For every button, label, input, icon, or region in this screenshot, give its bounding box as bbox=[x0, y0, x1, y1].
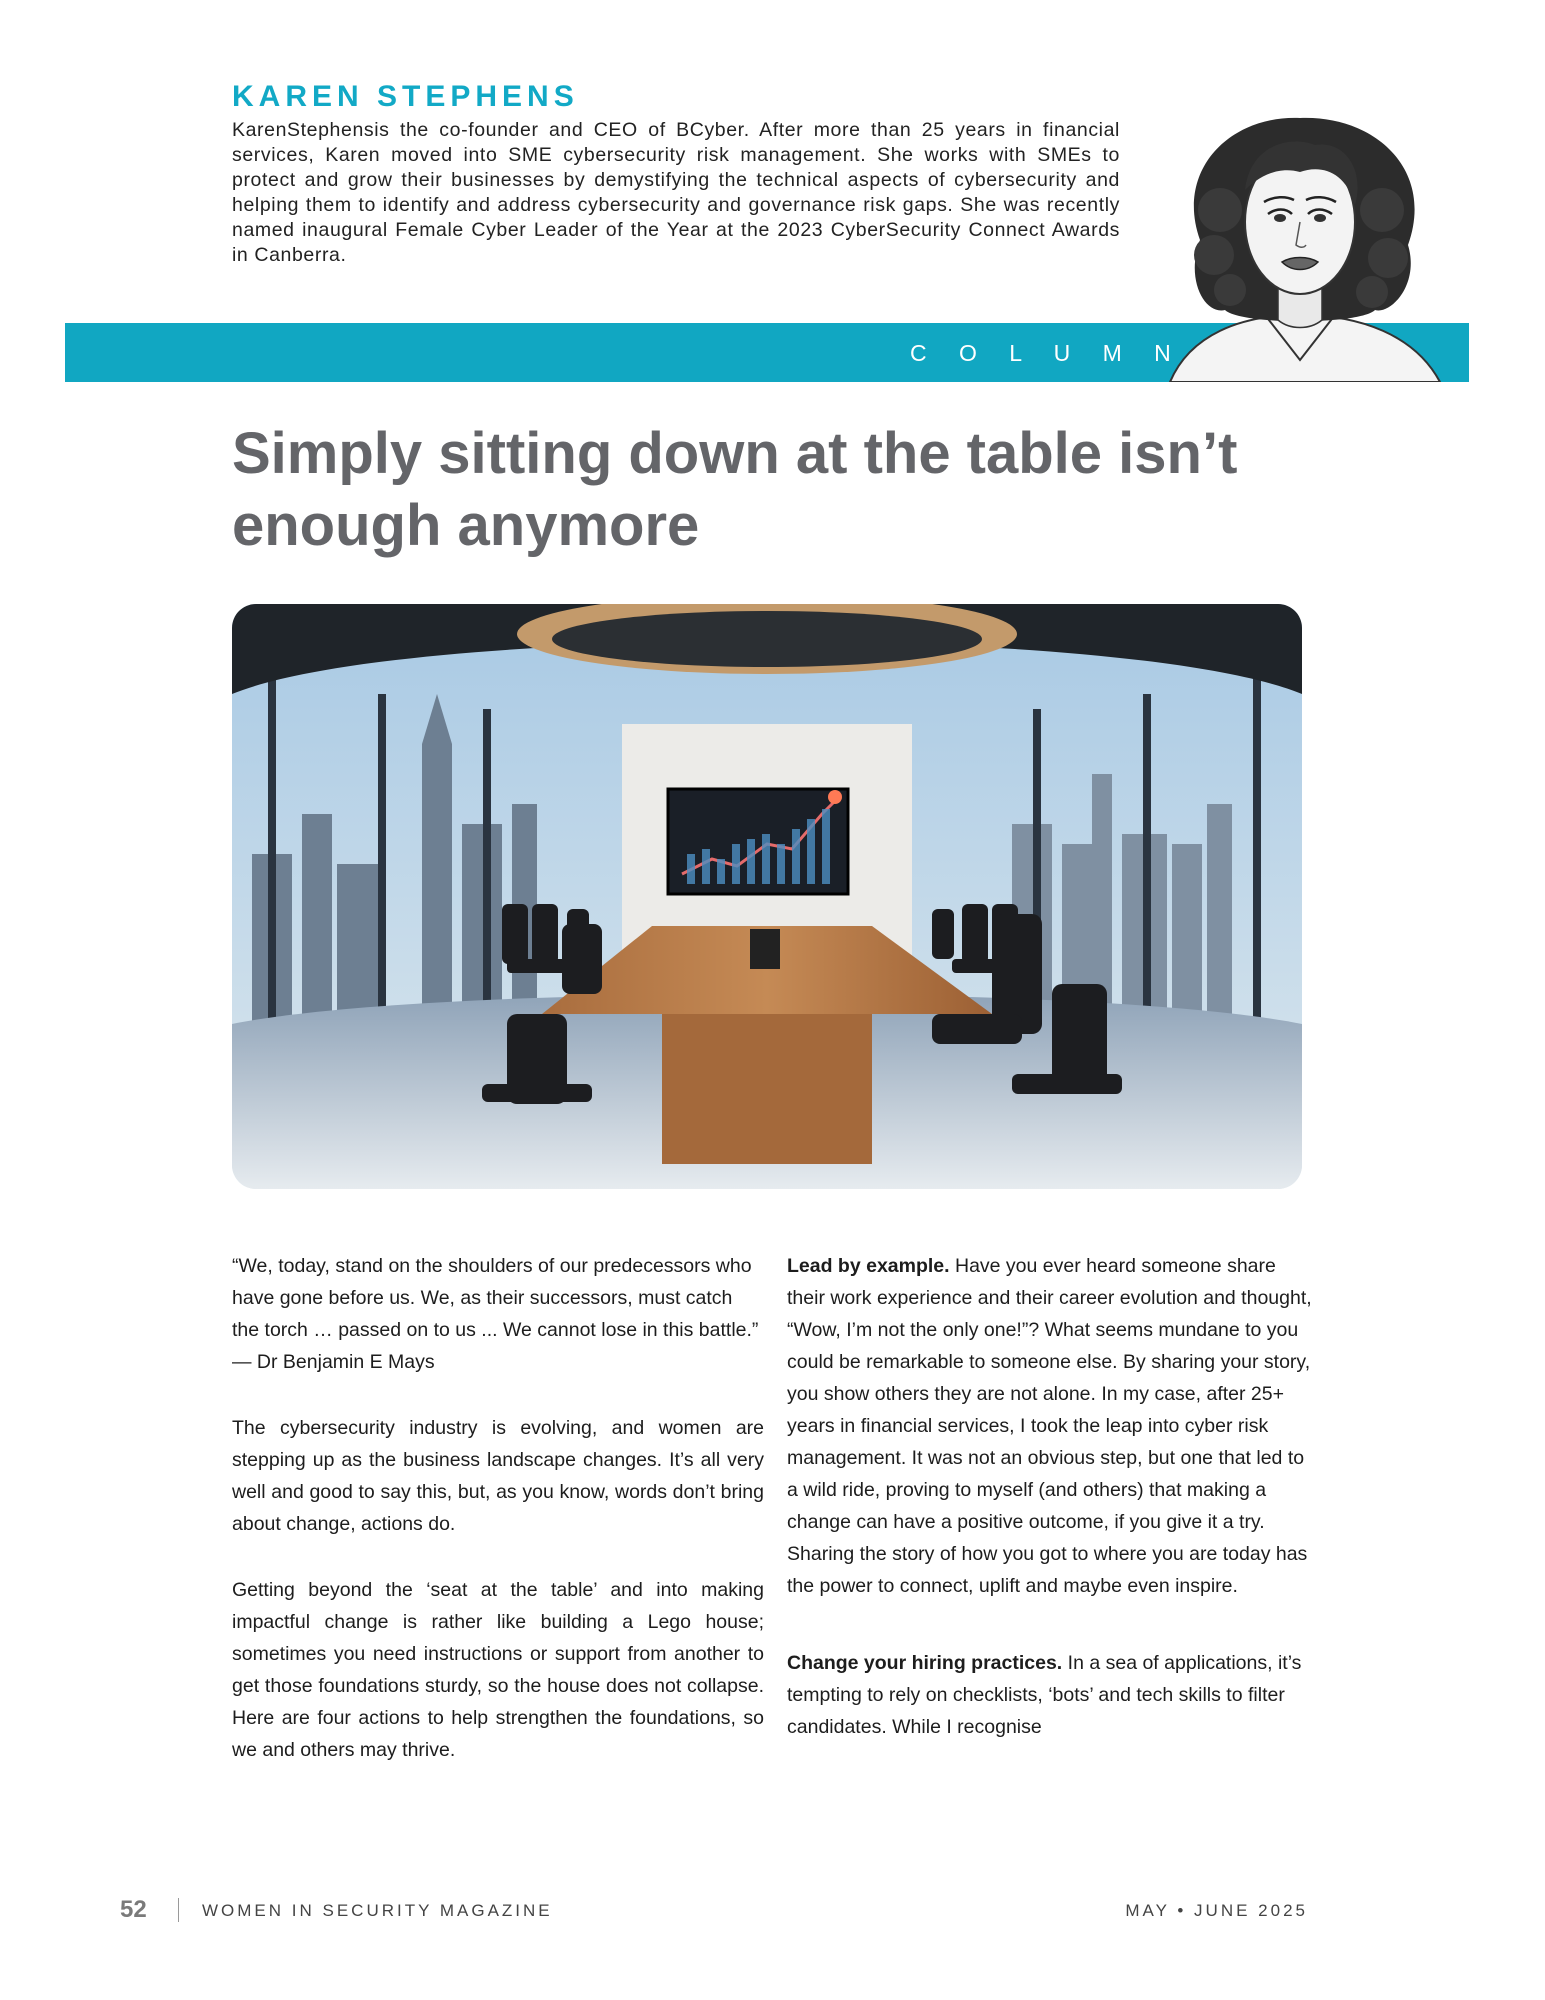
boardroom-image bbox=[232, 604, 1302, 1189]
footer-divider bbox=[178, 1898, 179, 1922]
article-paragraph: The cybersecurity industry is evolving, and women are stepping up as the business landscape changes. It’s all very well and good to say this, but, as you know, words don’t bring about change, actions do. bbox=[232, 1417, 764, 1535]
opening-quote: “We, today, stand on the shoulders of our predecessors who have gone before us. We, as their successors, must catch the torch … passed on to us ... We cannot lose in this battle.” — Dr Benjamin E Mays bbox=[232, 1255, 759, 1373]
issue-date: MAY • JUNE 2025 bbox=[1125, 1901, 1308, 1920]
magazine-title: WOMEN IN SECURITY MAGAZINE bbox=[202, 1901, 553, 1920]
paragraph-body: Have you ever heard someone share their work experience and their career evolution and thought, “Wow, I’m not the only one!”? What seems mundane to you could be remarkable to someone else. By sharing your story, you show others they are not alone. In my case, after 25+ years in financial services, I took the leap into cyber risk management. It was not an obvious step, but one that led to a wild ride, proving to myself (and others) that making a change can have a positive outcome, if you give it a try. Sharing the story of how you got to where you are today has the power to connect, uplift and maybe even inspire. bbox=[787, 1255, 1312, 1597]
column-label: C O L U M N bbox=[910, 340, 1184, 366]
paragraph-body: In a sea of applications, it’s tempting to rely on checklists, ‘bots’ and tech skills to filter candidates. While I recognise bbox=[787, 1652, 1302, 1738]
author-name: KAREN STEPHENS bbox=[232, 80, 579, 113]
author-portrait-illustration bbox=[1150, 110, 1450, 382]
article-paragraph bbox=[787, 1250, 1319, 1602]
article-paragraph bbox=[787, 1647, 1319, 1743]
paragraph-lead: Change your hiring practices. bbox=[787, 1652, 1063, 1674]
paragraph-lead: Lead by example. bbox=[787, 1255, 950, 1277]
author-bio: KarenStephensis the co-founder and CEO of BCyber. After more than 25 years in financial services, Karen moved into SME cybersecurity risk management. She works with SMEs to protect and grow their businesses by demystifying the technical aspects of cybersecurity and helping them to identify and address cybersecurity and governance risk gaps. She was recently named inaugural Female Cyber Leader of the Year at the 2023 CyberSecurity Connect Awards in Canberra. bbox=[232, 119, 1120, 266]
article-column-right bbox=[787, 1250, 1319, 1788]
article-headline: Simply sitting down at the table isn’t enough anymore bbox=[232, 421, 1238, 558]
page-number: 52 bbox=[120, 1896, 147, 1923]
article-column-left bbox=[232, 1250, 764, 1800]
article-paragraph: Getting beyond the ‘seat at the table’ and into making impactful change is rather like building a Lego house; sometimes you need instructions or support from another to get those foundations sturdy, so the house does not collapse. Here are four actions to help strengthen the foundations, so we and others may thrive. bbox=[232, 1579, 764, 1761]
